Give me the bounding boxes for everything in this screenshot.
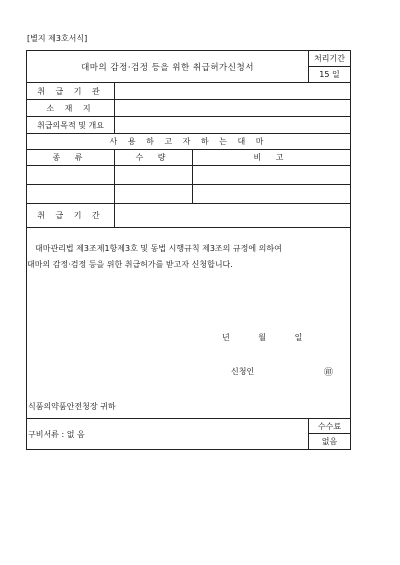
location-field[interactable] [115,100,351,117]
fee-label: 수수료 [309,419,351,434]
applicant-label: 신청인 [231,367,255,376]
month-label: 월 [258,333,267,342]
application-statement-section [27,228,351,419]
row1-remarks-cell[interactable] [193,166,351,185]
location-label: 소 재 지 [27,100,115,117]
cannabis-section-header: 사 용 하 고 자 하 는 대 마 [27,134,351,150]
processing-period-label: 처리기간 [309,51,351,67]
year-label: 년 [222,333,230,342]
required-documents: 구비서류 : 없 음 [27,419,309,450]
fee-value: 없음 [309,434,351,450]
row2-remarks-cell[interactable] [193,185,351,204]
application-form [26,50,351,450]
statement-line-2: 대마의 감정·검정 등을 위한 취급허가를 받고자 신청합니다. [27,260,233,269]
purpose-label: 취급의목적 및 개요 [27,117,115,134]
row1-quantity-cell[interactable] [115,166,193,185]
column-type: 종 류 [27,150,115,166]
purpose-field[interactable] [115,117,351,134]
day-label: 일 [294,333,303,342]
row2-type-cell[interactable] [27,185,115,204]
addressee: 식품의약품안전청장 귀하 [28,402,116,411]
statement-text [27,241,350,273]
statement-line-1: 대마관리법 제3조제1항제3호 및 동법 시행규칙 제3조의 규정에 의하여 [35,244,282,253]
handling-period-field[interactable] [115,204,351,228]
column-remarks: 비 고 [193,150,351,166]
form-number-label: [별지 제3호서식] [27,34,88,43]
form-title: 대마의 감정·검정 등을 위한 취급허가신청서 [27,51,309,83]
processing-period-value: 15 일 [309,67,351,83]
row2-quantity-cell[interactable] [115,185,193,204]
handling-agency-field[interactable] [115,83,351,100]
handling-period-label: 취 급 기 간 [27,204,115,228]
row1-type-cell[interactable] [27,166,115,185]
column-quantity: 수 량 [115,150,193,166]
date-line [222,332,328,343]
seal-icon: ㊞ [324,368,334,378]
handling-agency-label: 취 급 기 관 [27,83,115,100]
